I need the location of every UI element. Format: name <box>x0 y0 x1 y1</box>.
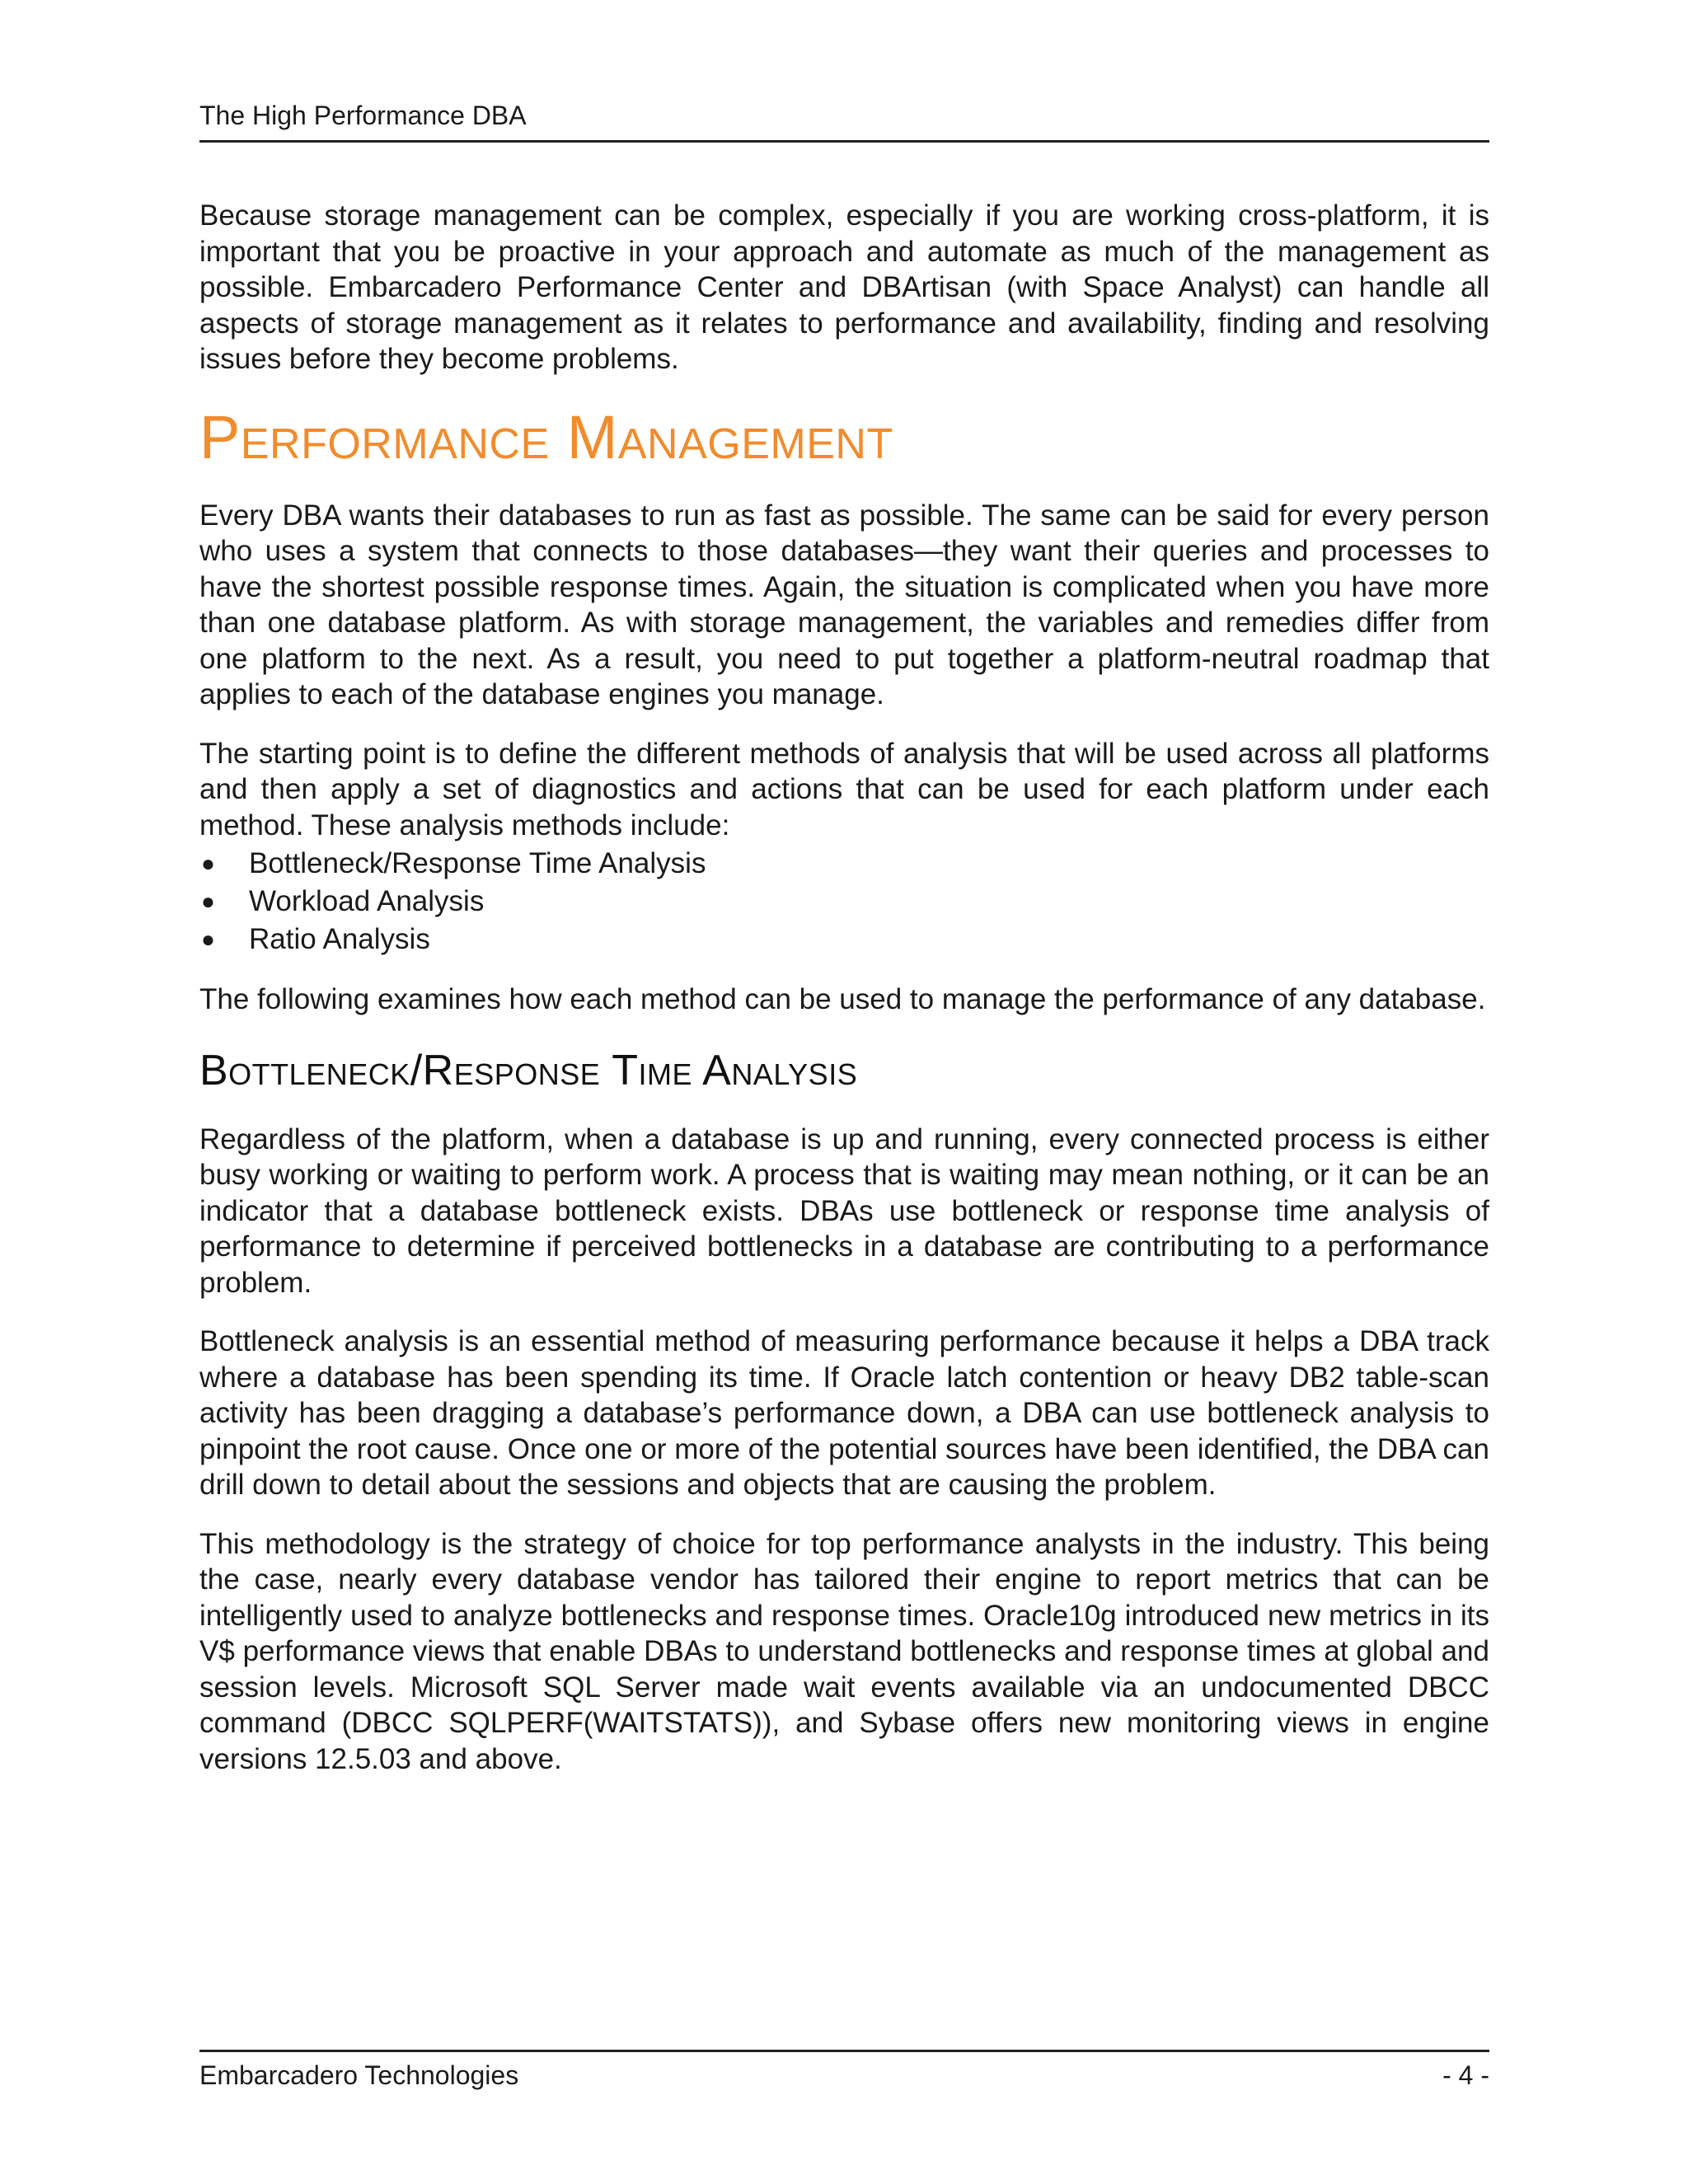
list-item <box>199 883 1489 921</box>
bottleneck-paragraph-2: Bottleneck analysis is an essential method of measuring performance because it helps a DBA track where a database has been spending its time. If Oracle latch contention or heavy DB2 table-scan activity has been dragging a database’s performance down, a DBA can use bottleneck analysis to pinpoint the root cause. Once one or more of the potential sources have been identified, the DBA can drill down to detail about the sessions and objects that are causing the problem. <box>199 1325 1489 1501</box>
bottleneck-paragraph-3: This methodology is the strategy of choice for top performance analysts in the industry. This being the case, nearly every database vendor has tailored their engine to report metrics that can be intelligently used to analyze bottlenecks and response times. Oracle10g introduced new metrics in its V$ performance views that enable DBAs to understand bottlenecks and response times at global and session levels. Microsoft SQL Server made wait events available via an undocumented DBCC command (DBCC SQLPERF(WAITSTATS)), and Sybase offers new monitoring views in engine versions 12.5.03 and above. <box>199 1527 1489 1775</box>
list-item <box>199 921 1489 958</box>
list-item-text: Bottleneck/Response Time Analysis <box>249 847 706 879</box>
page-content <box>199 198 1489 1800</box>
section-heading-performance-management: Performance Management <box>199 402 893 471</box>
analysis-methods-list <box>199 845 1489 958</box>
running-footer <box>199 2050 1489 2093</box>
bottleneck-paragraph-1: Regardless of the platform, when a database is up and running, every connected process is either busy working or waiting to perform work. A process that is waiting may mean nothing, or it can be an indicator that a database bottleneck exists. DBAs use bottleneck or response time analysis of performance to determine if perceived bottlenecks in a database are contributing to a performance problem. <box>199 1122 1489 1299</box>
performance-paragraph-3: The following examines how each method can be used to manage the performance of any database. <box>199 983 1486 1015</box>
footer-company: Embarcadero Technologies <box>199 2060 519 2090</box>
performance-paragraph-1: Every DBA wants their databases to run as fast as possible. The same can be said for every person who uses a system that connects to those databases—they want their queries and processes to have the shortest possible response times. Again, the situation is complicated when you have more than one database platform. As with storage management, the variables and remedies differ from one platform to the next. As a result, you need to put together a platform-neutral roadmap that applies to each of the database engines you manage. <box>199 499 1489 710</box>
performance-paragraph-2: The starting point is to define the different methods of analysis that will be used across all platforms and then apply a set of diagnostics and actions that can be used for each platform under each method. These analysis methods include: <box>199 737 1489 841</box>
subsection-heading-bottleneck: Bottleneck/Response Time Analysis <box>199 1046 858 1094</box>
bullet-icon: ● <box>201 926 215 952</box>
list-item-text: Workload Analysis <box>249 885 485 917</box>
footer-page-number: - 4 - <box>1442 2060 1489 2090</box>
bullet-icon: ● <box>201 851 215 876</box>
list-item-text: Ratio Analysis <box>249 923 430 955</box>
header-title: The High Performance DBA <box>199 101 527 130</box>
document-page <box>199 0 1489 2184</box>
intro-paragraph: Because storage management can be complex, especially if you are working cross-platform, it is important that you be proactive in your approach and automate as much of the management as possible. Embarcadero Performance Center and DBArtisan (with Space Analyst) can handle all aspects of storage management as it relates to performance and availability, finding and resolving issues before they become problems. <box>199 199 1489 375</box>
list-item <box>199 845 1489 883</box>
running-header <box>199 97 1489 143</box>
bullet-icon: ● <box>201 888 215 914</box>
